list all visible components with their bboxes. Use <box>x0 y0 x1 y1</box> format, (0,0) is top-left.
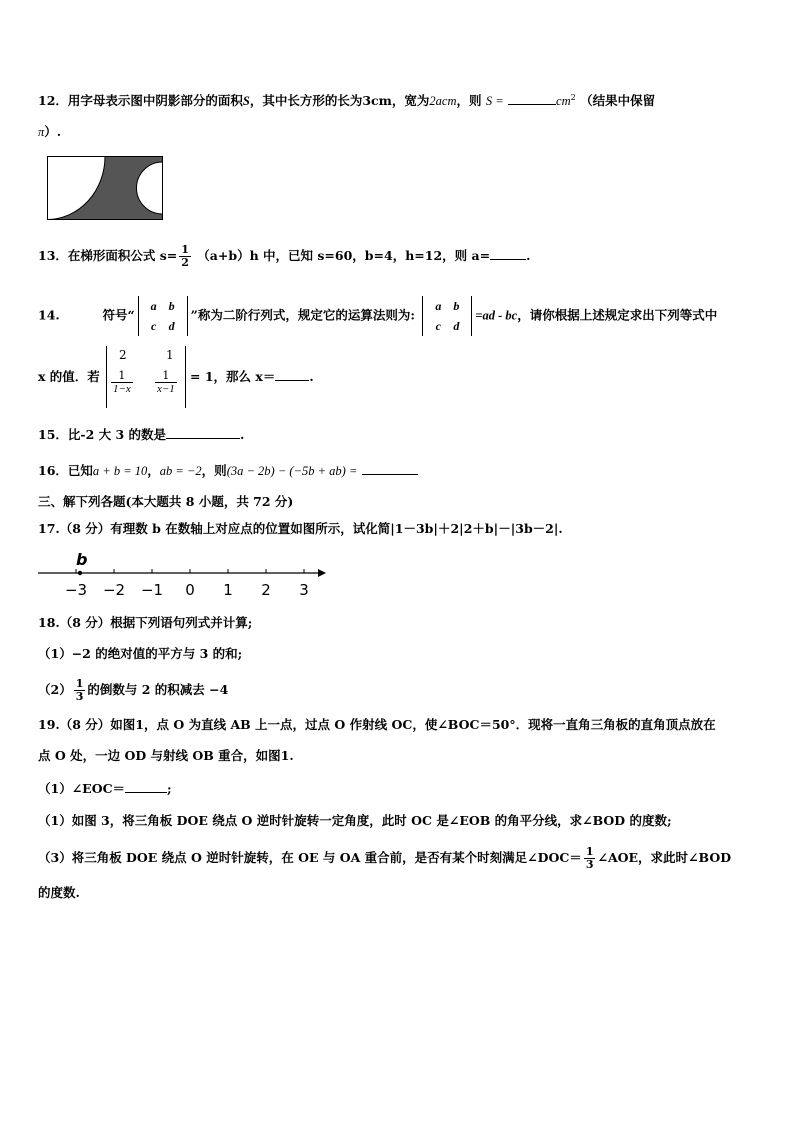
m21-den: 1−x <box>113 383 131 395</box>
q12-figure <box>47 156 163 220</box>
q16-expression: (3a − 2b) − (−5b + ab) = <box>226 464 358 478</box>
q16-text: 16．已知 <box>38 463 93 478</box>
q14-line2-post: = 1，那么 x＝ <box>190 369 276 384</box>
q14-text-3: ，请你根据上述规定求出下列等式中 <box>517 307 718 323</box>
m11: 2 <box>119 348 127 362</box>
q14-end: . <box>309 369 314 384</box>
question-15 <box>38 426 756 444</box>
q16-text-2: ，则 <box>201 463 227 478</box>
tick-label: −2 <box>102 581 126 599</box>
q12-text: 12．用字母表示图中阴影部分的面积 <box>38 93 243 109</box>
q15-end: . <box>240 427 245 442</box>
q13-text: 13．在梯形面积公式 s= <box>38 248 178 263</box>
rule-a: a <box>435 299 442 313</box>
q19-part-1 <box>38 780 756 798</box>
q19-fraction <box>584 846 596 871</box>
q13-answer-blank[interactable] <box>490 247 526 260</box>
q12-end: ）. <box>44 124 62 139</box>
q12-width: 2acm <box>429 94 457 109</box>
q12-text-2: ，其中长方形的长为3cm，宽为 <box>249 93 430 109</box>
det-b: b <box>168 299 175 313</box>
tick-label: 1 <box>223 581 233 599</box>
q12-unit-exponent: 2 <box>570 93 576 102</box>
q14-text-2: ”称为二阶行列式，规定它的运算法则为: <box>190 307 415 323</box>
question-14-line2 <box>38 346 756 408</box>
q14-rule: =ad - bc <box>475 308 518 323</box>
q14-determinant-rule <box>422 296 472 336</box>
q14-line2-text: x 的值．若 <box>38 369 100 384</box>
q19-p3-post: ∠AOE，求此时∠BOD <box>597 850 732 865</box>
tick-label: 3 <box>299 581 309 599</box>
det-d: d <box>168 319 175 333</box>
q13-frac-den: 2 <box>181 256 189 269</box>
q17-number-line <box>36 546 332 602</box>
question-19-line2: 点 O 处，一边 OD 与射线 OB 重合，如图1. <box>38 748 294 763</box>
question-12 <box>38 89 756 110</box>
q14-determinant-symbol <box>138 296 188 336</box>
q18-part-1: （1）−2 的绝对值的平方与 3 的和; <box>38 646 243 661</box>
q18-frac-den: 3 <box>75 690 84 703</box>
q18-p2-pre: （2） <box>38 682 72 697</box>
det-a: a <box>150 299 157 313</box>
q16-sep: ， <box>147 463 160 478</box>
question-13 <box>38 244 756 269</box>
q18-part-2 <box>38 678 756 703</box>
q14-answer-blank[interactable] <box>275 368 309 381</box>
section-3-heading: 三、解下列各题(本大题共 8 小题，共 72 分) <box>38 494 294 509</box>
question-16 <box>38 462 756 480</box>
q12-text-3: ，则 <box>456 93 482 109</box>
q19-frac-num: 1 <box>585 845 594 858</box>
q13-text-2: （a+b）h 中，已知 s=60，b=4，h=12，则 a= <box>197 248 491 263</box>
q19-p1-end: ; <box>167 781 172 796</box>
q19-frac-den: 3 <box>585 858 594 871</box>
q12-var-s: S <box>242 94 250 109</box>
q16-given-1: a + b = 10 <box>92 464 148 478</box>
q19-part-3-line2: 的度数. <box>38 885 80 900</box>
m22 <box>155 370 177 395</box>
det-c: c <box>151 319 157 333</box>
q18-fraction <box>74 678 86 703</box>
question-14 <box>38 296 756 336</box>
tick-label: −1 <box>140 581 164 599</box>
q12-answer-blank[interactable] <box>508 92 556 105</box>
q15-answer-blank[interactable] <box>166 426 240 439</box>
q18-p2-post: 的倒数与 2 的积减去 −4 <box>87 682 229 697</box>
m22-num: 1 <box>155 370 177 383</box>
q18-frac-num: 1 <box>75 677 84 690</box>
q12-unit: cm <box>556 94 571 109</box>
tick-label: 2 <box>261 581 271 599</box>
m21-num: 1 <box>111 370 133 383</box>
tick-label: 0 <box>185 581 195 599</box>
q19-p1-text: （1）∠EOC＝ <box>38 781 126 796</box>
m12: 1 <box>166 348 174 362</box>
m22-den: x−1 <box>157 383 175 395</box>
point-b <box>78 571 82 575</box>
q19-part-3 <box>38 846 756 871</box>
number-line-arrow <box>318 569 326 577</box>
question-18: 18.（8 分）根据下列语句列式并计算; <box>38 615 253 630</box>
q14-matrix <box>106 346 186 408</box>
q13-fraction <box>179 244 191 269</box>
q19-part-2: （1）如图 3，将三角板 DOE 绕点 O 逆时针旋转一定角度，此时 OC 是∠EOB 的角平分线，求∠BOD 的度数; <box>38 813 672 828</box>
tick-label: −3 <box>64 581 88 599</box>
q12-text-4: （结果中保留 <box>580 93 656 109</box>
q13-end: . <box>526 248 531 263</box>
q12-equation: S = <box>485 94 504 109</box>
q16-answer-blank[interactable] <box>362 462 418 475</box>
point-b-label: b <box>76 550 88 569</box>
q13-frac-num: 1 <box>181 243 189 256</box>
rule-d: d <box>453 319 460 333</box>
q12-pi: π <box>38 125 45 139</box>
m21 <box>111 370 133 395</box>
q16-given-2: ab = −2 <box>159 464 202 478</box>
q15-text: 15．比-2 大 3 的数是 <box>38 427 167 442</box>
question-19: 19.（8 分）如图1，点 O 为直线 AB 上一点，过点 O 作射线 OC，使∠BOC＝50°．现将一直角三角板的直角顶点放在 <box>38 717 716 732</box>
rule-c: c <box>435 319 441 333</box>
rule-b: b <box>453 299 460 313</box>
q14-number: 14. <box>38 307 60 323</box>
q19-p3-pre: （3）将三角板 DOE 绕点 O 逆时针旋转，在 OE 与 OA 重合前，是否有某个时刻满足∠DOC＝ <box>38 850 582 865</box>
question-17: 17.（8 分）有理数 b 在数轴上对应点的位置如图所示，试化简|1－3b|＋2|2＋b|－|3b－2|. <box>38 521 563 536</box>
q14-line2-end <box>190 368 314 386</box>
question-12-cont <box>38 123 756 141</box>
q19-answer-blank[interactable] <box>125 780 167 793</box>
q14-text: 符号“ <box>102 307 135 323</box>
